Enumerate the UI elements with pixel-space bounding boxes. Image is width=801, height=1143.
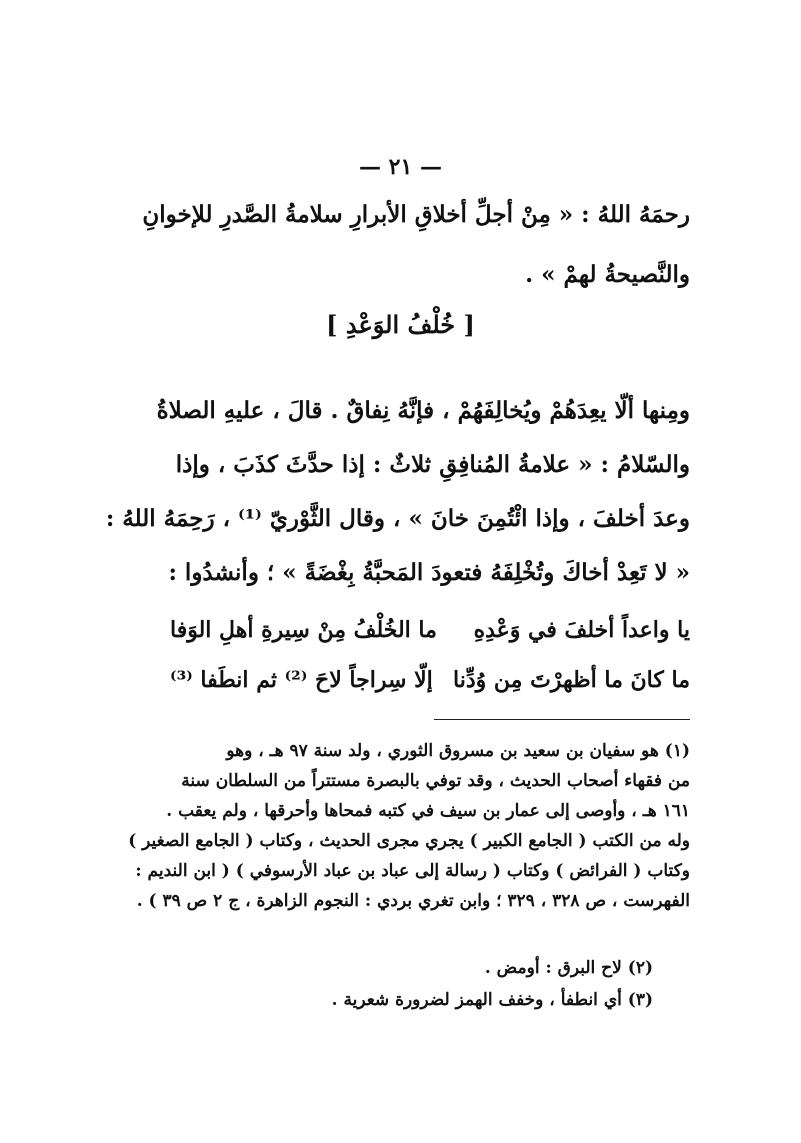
footnote-line: ١٦١ هـ ، وأوصى إلى عمار بن سيف في كتبه فمحاها وأحرقها ، ولم يعقب . [166, 801, 690, 821]
footnote-line: الفهرست ، ص ٣٢٨ ، ٣٢٩ ؛ وابن تغري بردي : النجوم الزاهرة ، ج ٢ ص ٣٩ ) . [136, 891, 690, 911]
footnote-divider [434, 719, 690, 720]
verse-first-hemistich: يا واعداً أخلفَ في وَعْدِهِ [473, 617, 690, 643]
footnote-line: من فقهاء أصحاب الحديث ، وقد توفي بالبصرة مستتراً من السلطان سنة [181, 771, 690, 791]
poem-verse [170, 654, 690, 706]
text-line: ومِنها ألّا يعِدَهُمْ ويُخالِفَهُمْ ، فإنَّهُ نِفاقٌ . قالَ ، عليهِ الصلاةُ [156, 397, 690, 424]
footnote-2: (٢) لاح البرق : أومض . [484, 958, 653, 978]
verse-second-hemistich: ما الخُلْفُ مِنْ سِيرةِ أهلِ الوَفا [170, 617, 437, 643]
text-line: والسّلامُ : « علامةُ المُنافِقِ ثلاثٌ : إذا حدَّثَ كذَبَ ، وإذا [175, 451, 690, 478]
text-line: وعدَ أخلفَ ، وإذا ائْتُمِنَ خانَ » ، وقال الثَّوْريّ ⁽¹⁾ ، رَحِمَهُ اللهُ : [105, 505, 690, 532]
page-number: — ٢١ — [359, 154, 442, 180]
intro-paragraph [142, 185, 690, 305]
section-heading: [ خُلْفُ الوَعْدِ ] [326, 310, 475, 339]
footnote-3: (٣) أي انطفأ ، وخفف الهمز لضرورة شعرية . [331, 990, 653, 1010]
footnote-line: وكتاب ( الفرائض ) وكتاب ( رسالة إلى عباد بن عباد الأرسوفي ) ( ابن النديم : [135, 861, 690, 881]
footnote-line: (١) هو سفيان بن سعيد بن مسروق الثوري ، ولد سنة ٩٧ هـ ، وهو [226, 741, 690, 761]
verse-first-hemistich: ما كانَ ما أظهرْتَ مِن وُدِّنا [453, 667, 690, 693]
poem-verse [170, 604, 690, 656]
body-paragraph [105, 384, 690, 600]
footnote-1 [128, 736, 690, 916]
text-line: « لا تَعِدْ أخاكَ وتُخْلِفَهُ فتعودَ المَحبَّةُ بِغْضَةً » ؛ وأنشدُوا : [168, 559, 690, 586]
verse-second-hemistich: إلّا سِراجاً لاحَ ⁽²⁾ ثم انطَفا ⁽³⁾ [170, 667, 433, 693]
text-line: رحمَهُ اللهُ : « مِنْ أجلِّ أخلاقِ الأبرارِ سلامةُ الصَّدرِ للإخوانِ [142, 201, 690, 228]
footnote-line: وله من الكتب ( الجامع الكبير ) يجري مجرى الحديث ، وكتاب ( الجامع الصغير ) [128, 831, 690, 851]
text-line: والنَّصيحةُ لهمْ » . [525, 261, 690, 288]
